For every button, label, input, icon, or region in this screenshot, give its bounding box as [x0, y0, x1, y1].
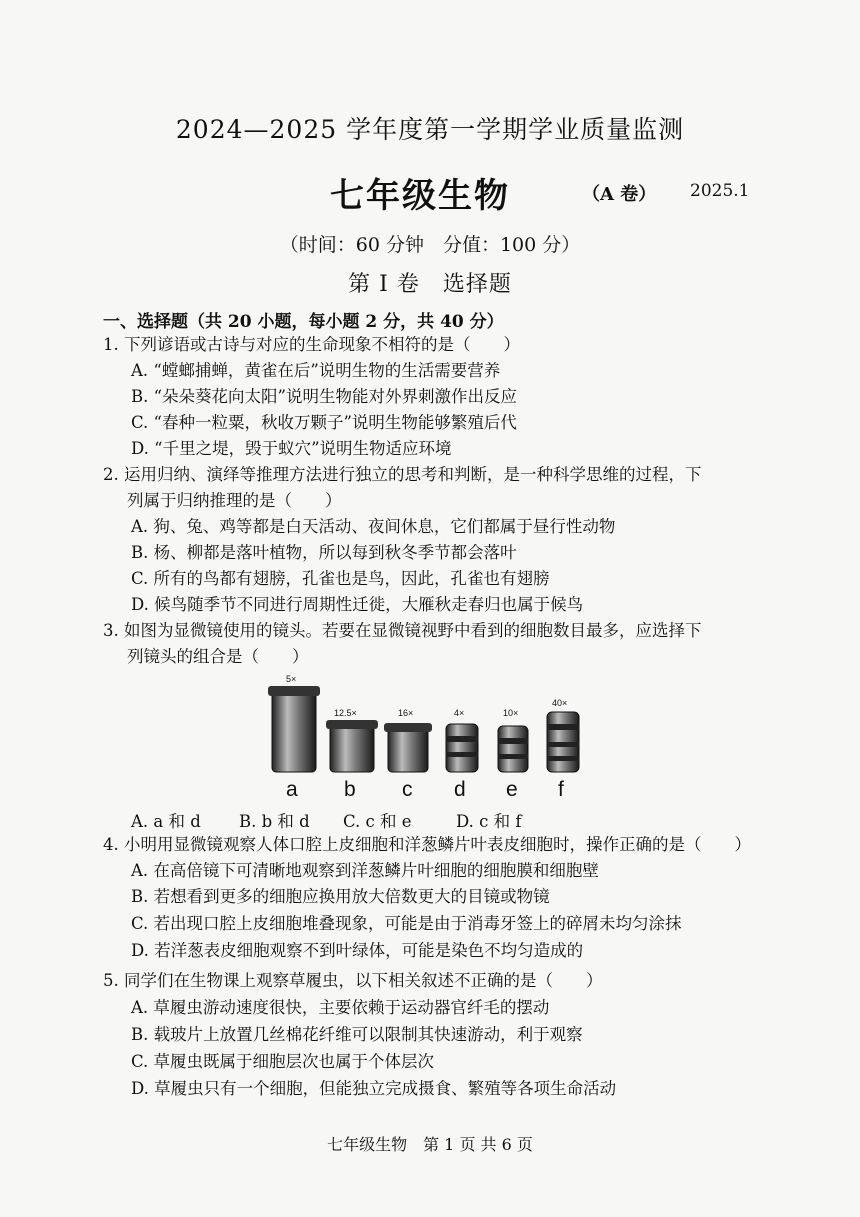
question-3-stem-cont: 列镜头的组合是（ ）: [127, 647, 309, 666]
question-1-stem: 1. 下列谚语或古诗与对应的生命现象不相符的是（ ）: [103, 335, 520, 354]
question-4-option-b: B. 若想看到更多的细胞应换用放大倍数更大的目镜或物镜: [131, 887, 550, 906]
question-5-stem: 5. 同学们在生物课上观察草履虫，以下相关叙述不正确的是（ ）: [103, 971, 603, 990]
question-1-option-b: B. “朵朵葵花向太阳”说明生物能对外界刺激作出反应: [131, 387, 517, 406]
lens-f-mag: 40×: [552, 698, 568, 708]
question-2-option-c: C. 所有的鸟都有翅膀，孔雀也是鸟，因此，孔雀也有翅膀: [131, 569, 550, 588]
question-5-option-b: B. 载玻片上放置几丝棉花纤维可以限制其快速游动，利于观察: [131, 1025, 583, 1044]
page-footer: 七年级生物 第 1 页 共 6 页: [327, 1135, 533, 1154]
question-2-stem-cont: 列属于归纳推理的是（ ）: [127, 491, 342, 510]
exam-title: 2024—2025 学年度第一学期学业质量监测: [175, 115, 685, 144]
question-3-stem: 3. 如图为显微镜使用的镜头。若要在显微镜视野中看到的细胞数目最多，应选择下: [103, 621, 702, 640]
question-3-option-b: B. b 和 d: [239, 812, 310, 831]
lens-b-eyepiece: [326, 720, 378, 772]
question-1-option-a: A. “螳螂捕蝉，黄雀在后”说明生物的生活需要营养: [131, 361, 501, 380]
lens-d-mag: 4×: [454, 708, 465, 718]
part-title: 第 I 卷 选择题: [348, 272, 512, 297]
section-heading: 一、选择题（共 20 小题，每小题 2 分，共 40 分）: [103, 312, 504, 332]
lens-e-label: e: [506, 778, 518, 801]
paper-label: （A 卷）: [582, 184, 657, 205]
lens-c-eyepiece: [384, 723, 432, 772]
lens-c-label: c: [402, 778, 413, 801]
question-4-option-d: D. 若洋葱表皮细胞观察不到叶绿体，可能是染色不均匀造成的: [131, 941, 584, 960]
lens-a-label: a: [286, 778, 298, 801]
question-5-option-d: D. 草履虫只有一个细胞，但能独立完成摄食、繁殖等各项生命活动: [131, 1079, 617, 1098]
lens-a-eyepiece: [268, 686, 320, 772]
lens-b-mag: 12.5×: [334, 708, 357, 718]
lens-e-objective: [498, 726, 528, 772]
lens-a-mag: 5×: [286, 674, 297, 684]
question-1-option-d: D. “千里之堤，毁于蚁穴”说明生物适应环境: [131, 439, 452, 458]
question-4-stem: 4. 小明用显微镜观察人体口腔上皮细胞和洋葱鳞片叶表皮细胞时，操作正确的是（ ）: [103, 835, 751, 854]
question-2-option-b: B. 杨、柳都是落叶植物，所以每到秋冬季节都会落叶: [131, 543, 517, 562]
question-2-stem: 2. 运用归纳、演绎等推理方法进行独立的思考和判断，是一种科学思维的过程，下: [103, 465, 702, 484]
question-1-option-c: C. “春种一粒粟，秋收万颗子”说明生物能够繁殖后代: [131, 413, 517, 432]
question-2-option-d: D. 候鸟随季节不同进行周期性迁徙，大雁秋走春归也属于候鸟: [131, 595, 584, 614]
lens-b-label: b: [344, 778, 356, 801]
paper-date: 2025.1: [690, 181, 750, 201]
lens-d-label: d: [454, 778, 466, 801]
lens-f-label: f: [558, 778, 564, 801]
microscope-lens-figure: [262, 668, 592, 808]
question-5-option-c: C. 草履虫既属于细胞层次也属于个体层次: [131, 1052, 435, 1071]
question-3-option-a: A. a 和 d: [131, 812, 201, 831]
subject-title: 七年级生物: [330, 176, 510, 216]
lens-drawing: [262, 668, 592, 778]
lens-c-mag: 16×: [398, 708, 414, 718]
lens-d-objective: [446, 724, 478, 772]
question-2-option-a: A. 狗、兔、鸡等都是白天活动、夜间休息，它们都属于昼行性动物: [131, 517, 616, 536]
question-4-option-c: C. 若出现口腔上皮细胞堆叠现象，可能是由于消毒牙签上的碎屑未均匀涂抹: [131, 914, 682, 933]
subject-row: [0, 168, 860, 216]
question-4-option-a: A. 在高倍镜下可清晰地观察到洋葱鳞片叶细胞的细胞膜和细胞壁: [131, 861, 599, 880]
lens-f-objective: [547, 712, 579, 772]
time-info: （时间：60 分钟 分值：100 分）: [279, 234, 581, 256]
question-5-option-a: A. 草履虫游动速度很快，主要依赖于运动器官纤毛的摆动: [131, 998, 550, 1017]
question-3-option-d: D. c 和 f: [456, 812, 522, 831]
lens-e-mag: 10×: [503, 708, 519, 718]
question-3-option-c: C. c 和 e: [343, 812, 412, 831]
